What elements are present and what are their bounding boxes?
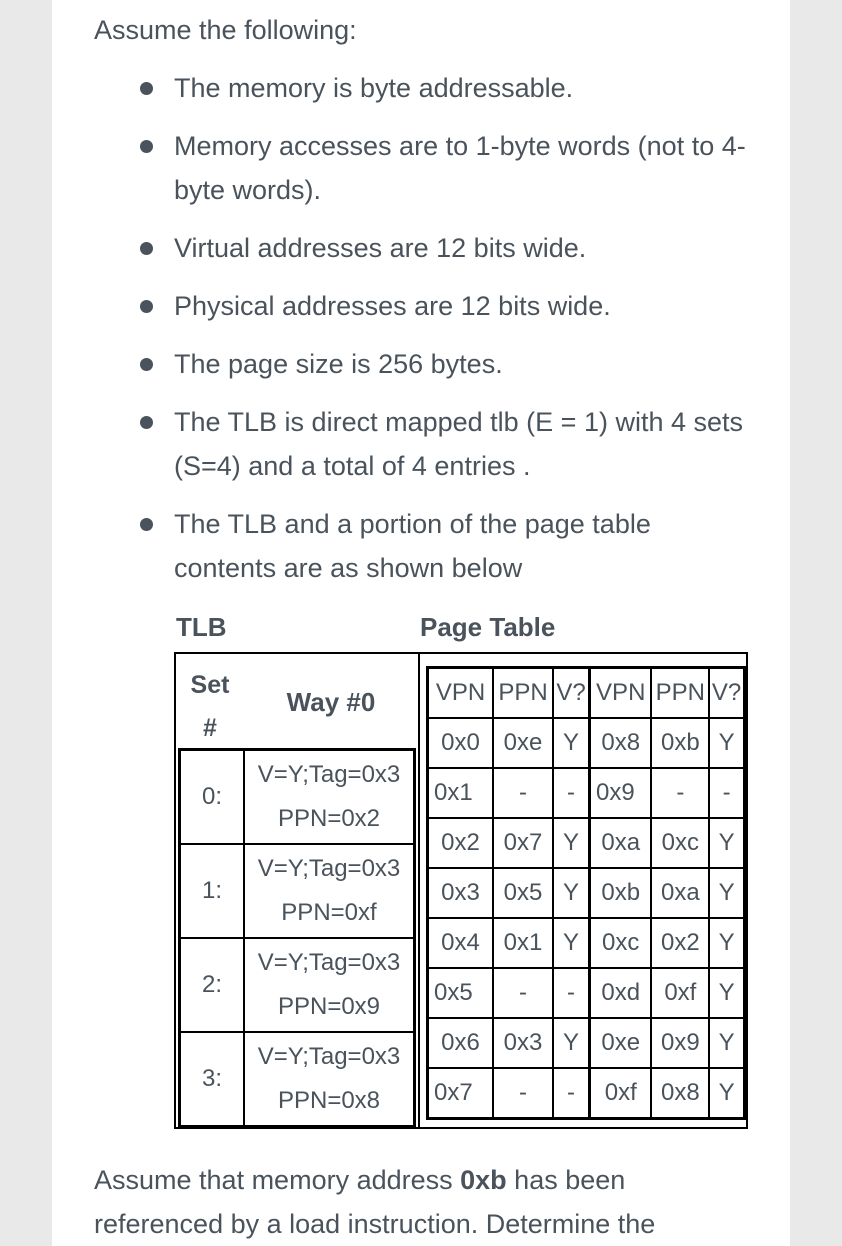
table-row: 0xe 0x9 Y [590,1018,744,1068]
tlb-set-cell: 2: [180,938,244,1032]
list-item: The memory is byte addressable. [52,66,790,110]
table-row: 0x0 0xe Y [428,718,589,768]
table-row: 0xa 0xc Y [590,818,744,868]
assumption-list [52,66,790,604]
table-row [180,938,414,1032]
tlb-set-cell: 1: [180,844,244,938]
page-table-left [426,666,591,1120]
tlb-way-cell: V=Y;Tag=0x3 PPN=0x8 [244,1032,414,1126]
table-row: 0x1 - - [428,768,589,818]
table-row [180,844,414,938]
list-item: The page size is 256 bytes. [52,342,790,386]
table-row: 0x3 0x5 Y [428,868,589,918]
list-item: The TLB is direct mapped tlb (E = 1) with 4 sets (S=4) and a total of 4 entries . [52,400,790,488]
bullet-icon [140,358,153,371]
tlb-way-cell: V=Y;Tag=0x3 PPN=0x9 [244,938,414,1032]
table-row: 0x6 0x3 Y [428,1018,589,1068]
table-header-row: VPN PPN V? [590,668,744,718]
bullet-icon [140,140,153,153]
table-row: 0xf 0x8 Y [590,1068,744,1118]
table-row: 0xc 0x2 Y [590,918,744,968]
list-item: Memory accesses are to 1-byte words (not to 4-byte words). [52,124,790,212]
page-table-title: Page Table [420,612,556,642]
tlb-way-cell: V=Y;Tag=0x3 PPN=0xf [244,844,414,938]
list-item: The TLB and a portion of the page table contents are as shown below [52,502,790,590]
list-item: Physical addresses are 12 bits wide. [52,284,790,328]
table-header-row: VPN PPN V? [428,668,589,718]
table-row [180,750,414,844]
bullet-icon [140,242,153,255]
table-row: 0x8 0xb Y [590,718,744,768]
tlb-way-header: Way #0 [286,687,376,717]
divider [418,654,420,1127]
table-row: 0x2 0x7 Y [428,818,589,868]
document-page [52,0,790,1246]
table-row: 0xb 0xa Y [590,868,744,918]
tlb-title: TLB [176,612,227,642]
list-item: Virtual addresses are 12 bits wide. [52,226,790,270]
table-row: 0x9 - - [590,768,744,818]
table-row: 0x7 - - [428,1068,589,1118]
table-row: 0x4 0x1 Y [428,918,589,968]
tables-container [174,652,748,1129]
tlb-table [178,748,416,1128]
intro-text: Assume the following: [94,15,357,45]
bullet-icon [140,518,153,531]
address-value: 0xb [460,1165,507,1195]
bullet-icon [140,82,153,95]
table-row: 0x5 - - [428,968,589,1018]
page-table-right [588,666,746,1120]
question-text: Assume that memory address 0xb has been referenced by a load instruction. Determine the [94,1165,656,1239]
tlb-set-header: Set # [190,671,230,742]
bullet-icon [140,300,153,313]
tlb-set-cell: 0: [180,750,244,844]
tlb-way-cell: V=Y;Tag=0x3 PPN=0x2 [244,750,414,844]
table-row [180,1032,414,1126]
table-row: 0xd 0xf Y [590,968,744,1018]
bullet-icon [140,416,153,429]
tlb-set-cell: 3: [180,1032,244,1126]
